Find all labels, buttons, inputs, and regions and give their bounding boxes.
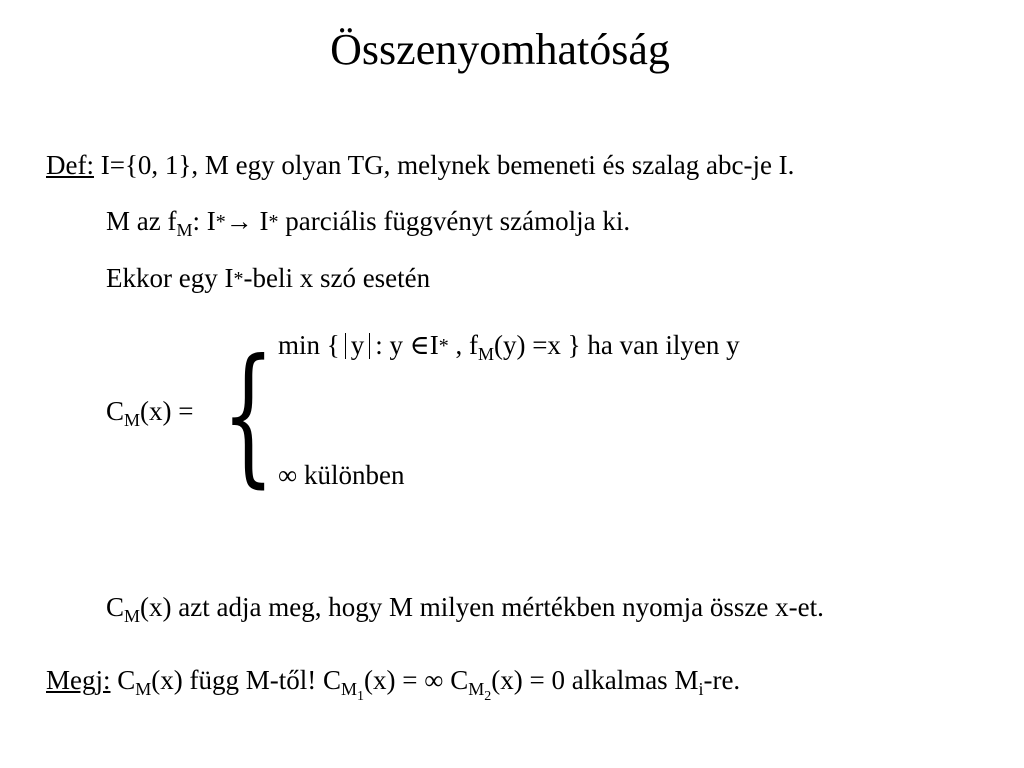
function-line-domain: : I bbox=[192, 206, 216, 236]
subscript-1: 1 bbox=[357, 689, 365, 704]
subscript-m1: M bbox=[341, 679, 358, 699]
def-text: I={0, 1}, M egy olyan TG, melynek bemeneti és szalag abc-je I. bbox=[93, 150, 795, 180]
explanation-suffix: (x) azt adja meg, hogy M milyen mértékben nyomja össze x-et. bbox=[140, 592, 824, 622]
explanation-c: C bbox=[106, 592, 125, 622]
subscript-m: M bbox=[477, 344, 494, 364]
case-min-line bbox=[278, 329, 740, 362]
kleene-star-2: * bbox=[268, 211, 279, 233]
page-title: Összenyomhatóság bbox=[330, 25, 670, 74]
cm-lhs bbox=[106, 395, 194, 430]
case-otherwise-line bbox=[278, 459, 404, 491]
function-line-prefix: M az f bbox=[106, 206, 177, 236]
arrow-icon: → bbox=[225, 206, 253, 236]
remark-part-2: (x) függ M-től! C bbox=[151, 665, 342, 695]
left-brace: { bbox=[222, 328, 275, 502]
remark-line bbox=[46, 664, 741, 704]
subscript-m2: M bbox=[468, 679, 485, 699]
subscript-m: M bbox=[135, 679, 152, 699]
case-min-y: y bbox=[350, 330, 365, 360]
function-line-suffix: parciális függvényt számolja ki. bbox=[278, 206, 631, 236]
remark-part-3: (x) = ∞ C bbox=[364, 665, 469, 695]
kleene-star-3: * bbox=[233, 268, 244, 290]
remark-label: Megj: bbox=[46, 665, 111, 695]
function-line-codomain: I bbox=[252, 206, 269, 236]
subscript-m: M bbox=[176, 220, 193, 240]
subscript-m: M bbox=[124, 410, 141, 430]
word-line-suffix: -beli x szó esetén bbox=[243, 263, 431, 293]
explanation-line bbox=[106, 591, 824, 626]
kleene-star-4: * bbox=[438, 335, 449, 357]
subscript-m: M bbox=[124, 606, 141, 626]
remark-part-5: -re. bbox=[703, 665, 741, 695]
case-min-mid2: , f bbox=[448, 330, 478, 360]
subscript-2: 2 bbox=[484, 689, 492, 704]
definition-line bbox=[46, 149, 794, 181]
remark-part-1: C bbox=[110, 665, 136, 695]
case-min-mid: : y ∈I bbox=[375, 330, 439, 360]
case-min-prefix: min { bbox=[278, 330, 340, 360]
remark-part-4: (x) = 0 alkalmas M bbox=[491, 665, 699, 695]
kleene-star-1: * bbox=[215, 211, 226, 233]
word-line-prefix: Ekkor egy I bbox=[106, 263, 234, 293]
def-label: Def: bbox=[46, 150, 94, 180]
function-line bbox=[106, 205, 630, 238]
subscript-i: i bbox=[698, 679, 704, 699]
abs-bar-left bbox=[345, 333, 346, 359]
case-min-suffix: (y) =x } ha van ilyen y bbox=[493, 330, 740, 360]
word-line bbox=[106, 262, 430, 295]
cm-lhs-c: C bbox=[106, 396, 125, 426]
cm-lhs-suffix: (x) = bbox=[140, 396, 194, 426]
abs-bar-right bbox=[369, 333, 370, 359]
case-otherwise-text: ∞ különben bbox=[278, 460, 405, 490]
